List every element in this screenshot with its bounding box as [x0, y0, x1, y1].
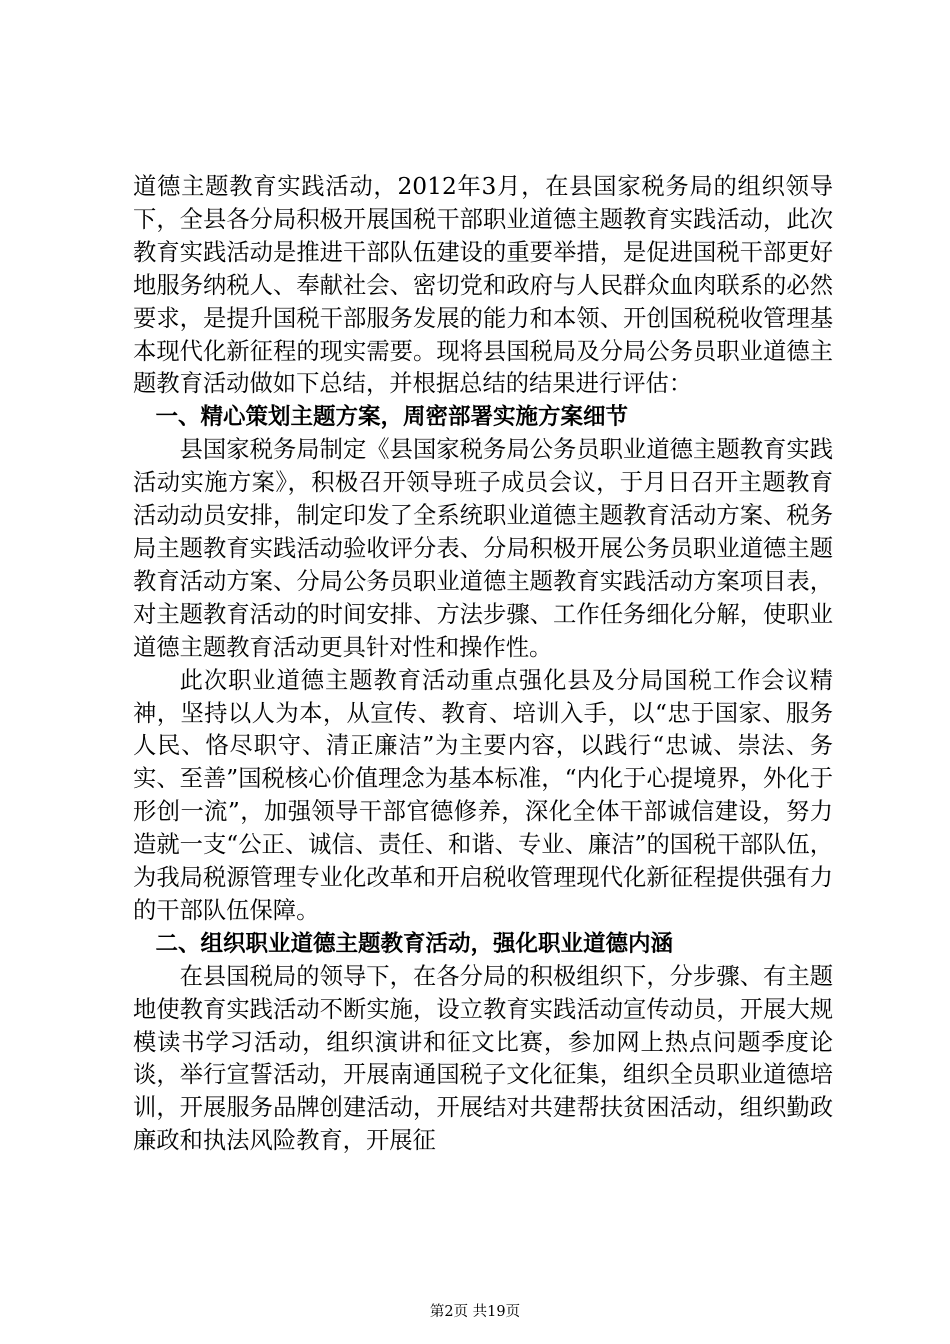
- body-paragraph: 县国家税务局制定《县国家税务局公务员职业道德主题教育实践活动实施方案》，积极召开领导班子成员会议，于月日召开主题教育活动动员安排，制定印发了全系统职业道德主题教育活动方案、税务局主题教育实践活动验收评分表、分局积极开展公务员职业道德主题教育活动方案、分局公务员职业道德主题教育实践活动方案项目表，对主题教育活动的时间安排、方法步骤、工作任务细化分解，使职业道德主题教育活动更具针对性和操作性。: [133, 436, 833, 661]
- section-heading-2: 二、组织职业道德主题教育活动，强化职业道德内涵: [155, 930, 674, 957]
- page-number-footer: 第2页 共19页: [429, 1304, 521, 1320]
- intro-paragraph: 道德主题教育实践活动，2012年3月，在县国家税务局的组织领导下，全县各分局积极开展国税干部职业道德主题教育实践活动，此次教育实践活动是推进干部队伍建设的重要举措，是促进国税干部更好地服务纳税人、奉献社会、密切党和政府与人民群众血肉联系的必然要求，是提升国税干部服务发展的能力和本领、开创国税税收管理基本现代化新征程的现实需要。现将县国税局及分局公务员职业道德主题教育活动做如下总结，并根据总结的结果进行评估：: [133, 173, 833, 398]
- document-body: [133, 171, 833, 1158]
- section-heading-1: 一、精心策划主题方案，周密部署实施方案细节: [155, 404, 629, 431]
- body-paragraph: 在县国税局的领导下，在各分局的积极组织下，分步骤、有主题地使教育实践活动不断实施，设立教育实践活动宣传动员，开展大规模读书学习活动，组织演讲和征文比赛，参加网上热点问题季度论谈，举行宣誓活动，开展南通国税子文化征集，组织全员职业道德培训，开展服务品牌创建活动，开展结对共建帮扶贫困活动，组织勤政廉政和执法风险教育，开展征: [133, 962, 833, 1155]
- body-paragraph: 此次职业道德主题教育活动重点强化县及分局国税工作会议精神，坚持以人为本，从宣传、教育、培训入手，以“忠于国家、服务人民、恪尽职守、清正廉洁”为主要内容，以践行“忠诚、崇法、务实、至善”国税核心价值理念为基本标准，“内化于心提境界，外化于形创一流”，加强领导干部官德修养，深化全体干部诚信建设，努力造就一支“公正、诚信、责任、和谐、专业、廉洁”的国税干部队伍，为我局税源管理专业化改革和开启税收管理现代化新征程提供强有力的干部队伍保障。: [133, 666, 833, 924]
